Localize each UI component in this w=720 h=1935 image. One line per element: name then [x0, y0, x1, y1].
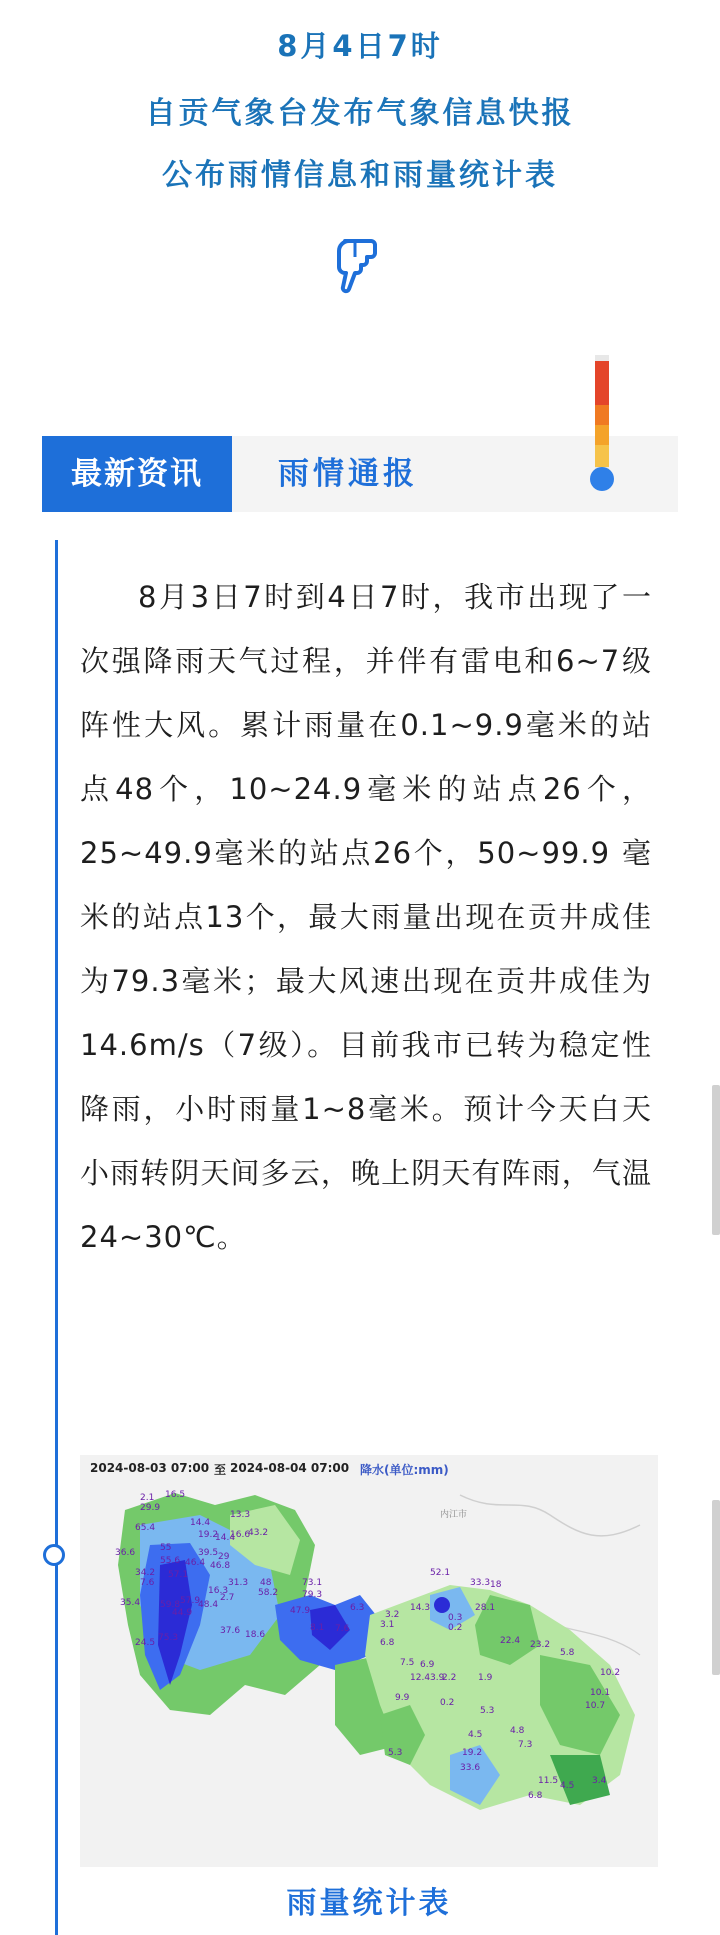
station-rain-label: 33.6	[460, 1763, 481, 1773]
station-rain-label: 3.2	[385, 1610, 400, 1620]
station-rain-label: 28.1	[475, 1603, 496, 1613]
station-rain-label: 10.2	[600, 1668, 621, 1678]
station-rain-label: 11.5	[538, 1776, 559, 1786]
station-rain-label: 75.3	[158, 1633, 179, 1643]
station-rain-label: 29	[218, 1552, 230, 1562]
station-rain-label: 18	[490, 1580, 502, 1590]
station-rain-label: 52.1	[430, 1568, 451, 1578]
station-rain-label: 0.3	[448, 1613, 463, 1623]
rainfall-map	[80, 1455, 658, 1867]
station-rain-label: 18.6	[245, 1630, 266, 1640]
station-rain-label: 14.4	[215, 1533, 236, 1543]
station-rain-label: 24.5	[135, 1638, 156, 1648]
station-rain-label: 2.2	[442, 1673, 457, 1683]
station-rain-label: 14.3	[410, 1603, 431, 1613]
timeline-marker	[43, 1544, 65, 1566]
station-rain-label: 37.6	[220, 1626, 241, 1636]
tab-latest-news[interactable]: 最新资讯	[42, 436, 232, 512]
pointing-hand-icon	[325, 235, 389, 299]
header-headline: 自贡气象台发布气象信息快报	[145, 96, 575, 131]
station-rain-label: 55	[160, 1543, 172, 1553]
station-rain-label: 59.8	[160, 1600, 181, 1610]
station-rain-label: 22.4	[500, 1636, 521, 1646]
station-rain-label: 48	[260, 1578, 272, 1588]
station-rain-label: 4.5	[468, 1730, 483, 1740]
station-rain-label: 47.9	[290, 1606, 311, 1616]
station-rain-label: 31.3	[228, 1578, 249, 1588]
station-rain-label: 5.3	[388, 1748, 403, 1758]
station-rain-label: 46.4	[185, 1558, 206, 1568]
station-rain-label: 55.6	[160, 1556, 181, 1566]
station-rain-label: 7.5	[400, 1658, 415, 1668]
station-rain-label: 0.2	[440, 1698, 455, 1708]
station-rain-label: 4.5	[560, 1781, 575, 1791]
map-title: 雨量统计表	[286, 1886, 452, 1921]
map-range-separator: 至	[214, 1463, 227, 1477]
station-rain-label: 36.6	[115, 1548, 136, 1558]
station-rain-label: 13.3	[230, 1510, 251, 1520]
station-rain-label: 4.8	[510, 1726, 525, 1736]
station-rain-label: 14.4	[190, 1518, 211, 1528]
station-rain-label: 1.9	[478, 1673, 493, 1683]
station-rain-label: 43.2	[248, 1528, 269, 1538]
station-rain-label: 46.8	[210, 1561, 231, 1571]
station-rain-label: 19.2	[198, 1530, 219, 1540]
station-rain-label: 3.4	[592, 1776, 607, 1786]
station-rain-label: 3.9	[430, 1673, 445, 1683]
station-rain-label: 6.3	[350, 1603, 365, 1613]
station-rain-label: 58.2	[258, 1588, 279, 1598]
station-rain-label: 39.5	[198, 1548, 219, 1558]
station-rain-label: 6.8	[528, 1791, 543, 1801]
station-rain-label: 34.2	[135, 1568, 156, 1578]
tab-rain-report[interactable]: 雨情通报	[278, 456, 418, 492]
scrollbar-thumb[interactable]	[712, 1500, 720, 1675]
station-rain-label: 48.4	[198, 1600, 219, 1610]
station-rain-label: 3.1	[380, 1620, 395, 1630]
station-rain-label: 10.1	[590, 1688, 611, 1698]
map-place-label: 内江市	[440, 1510, 468, 1520]
article-body: 8月3日7时到4日7时，我市出现了一次强降雨天气过程，并伴有雷电和6~7级阵性大风。累计雨量在0.1~9.9毫米的站点48个，10~24.9毫米的站点26个，25~49.9毫米的站点26个，50~99.9 毫米的站点13个，最大雨量出现在贡井成佳为79.3毫米；最大风速出现在贡井成佳为 14.6m/s（7级）。目前我市已转为稳定性降雨，小时雨量1~8毫米。预计今天白天小雨转阴天间多云，晚上阴天有阵雨，气温24~30℃。	[80, 580, 652, 1254]
station-rain-label: 16.5	[165, 1490, 186, 1500]
station-rain-label: 73.1	[302, 1578, 323, 1588]
timeline-line	[55, 540, 58, 1935]
station-rain-label: 5.3	[480, 1706, 495, 1716]
station-rain-label: 29.9	[140, 1503, 161, 1513]
header-subtitle: 公布雨情信息和雨量统计表	[162, 158, 558, 193]
map-unit-label: 降水(单位:mm)	[360, 1463, 449, 1477]
station-rain-label: 9.9	[395, 1693, 410, 1703]
station-rain-label: 35.4	[120, 1598, 141, 1608]
map-start-time: 2024-08-03 07:00	[90, 1461, 210, 1475]
station-rain-label: 5.8	[560, 1648, 575, 1658]
station-rain-label: 19.2	[462, 1748, 483, 1758]
station-rain-label: 0.2	[448, 1623, 463, 1633]
header-date: 8月4日7时	[277, 29, 443, 63]
station-rain-label: 23.2	[530, 1640, 551, 1650]
station-rain-label: 44.9	[172, 1608, 193, 1618]
station-rain-label: 7.6	[140, 1578, 155, 1588]
rainfall-map-graphic	[80, 1455, 658, 1867]
station-rain-label: 7.6	[335, 1624, 350, 1634]
station-rain-label: 79.3	[302, 1590, 323, 1600]
station-rain-label: 8.1	[310, 1623, 325, 1633]
station-rain-label: 65.4	[135, 1523, 156, 1533]
station-rain-label: 33.3	[470, 1578, 491, 1588]
station-rain-label: 6.9	[420, 1660, 435, 1670]
station-rain-label: 16.6	[230, 1530, 251, 1540]
station-rain-label: 57.1	[168, 1570, 189, 1580]
station-rain-label: 7.3	[518, 1740, 533, 1750]
scrollbar-track[interactable]	[712, 1085, 720, 1235]
station-rain-label: 16.3	[208, 1586, 229, 1596]
station-rain-label: 2.1	[140, 1493, 155, 1503]
thermometer-icon	[588, 355, 616, 495]
station-rain-label: 2.7	[220, 1593, 235, 1603]
station-rain-label: 57.9	[180, 1596, 201, 1606]
tab-bar	[42, 436, 678, 512]
station-rain-label: 6.8	[380, 1638, 395, 1648]
station-rain-label: 12.4	[410, 1673, 431, 1683]
map-end-time: 2024-08-04 07:00	[230, 1461, 350, 1475]
station-rain-label: 10.7	[585, 1701, 606, 1711]
